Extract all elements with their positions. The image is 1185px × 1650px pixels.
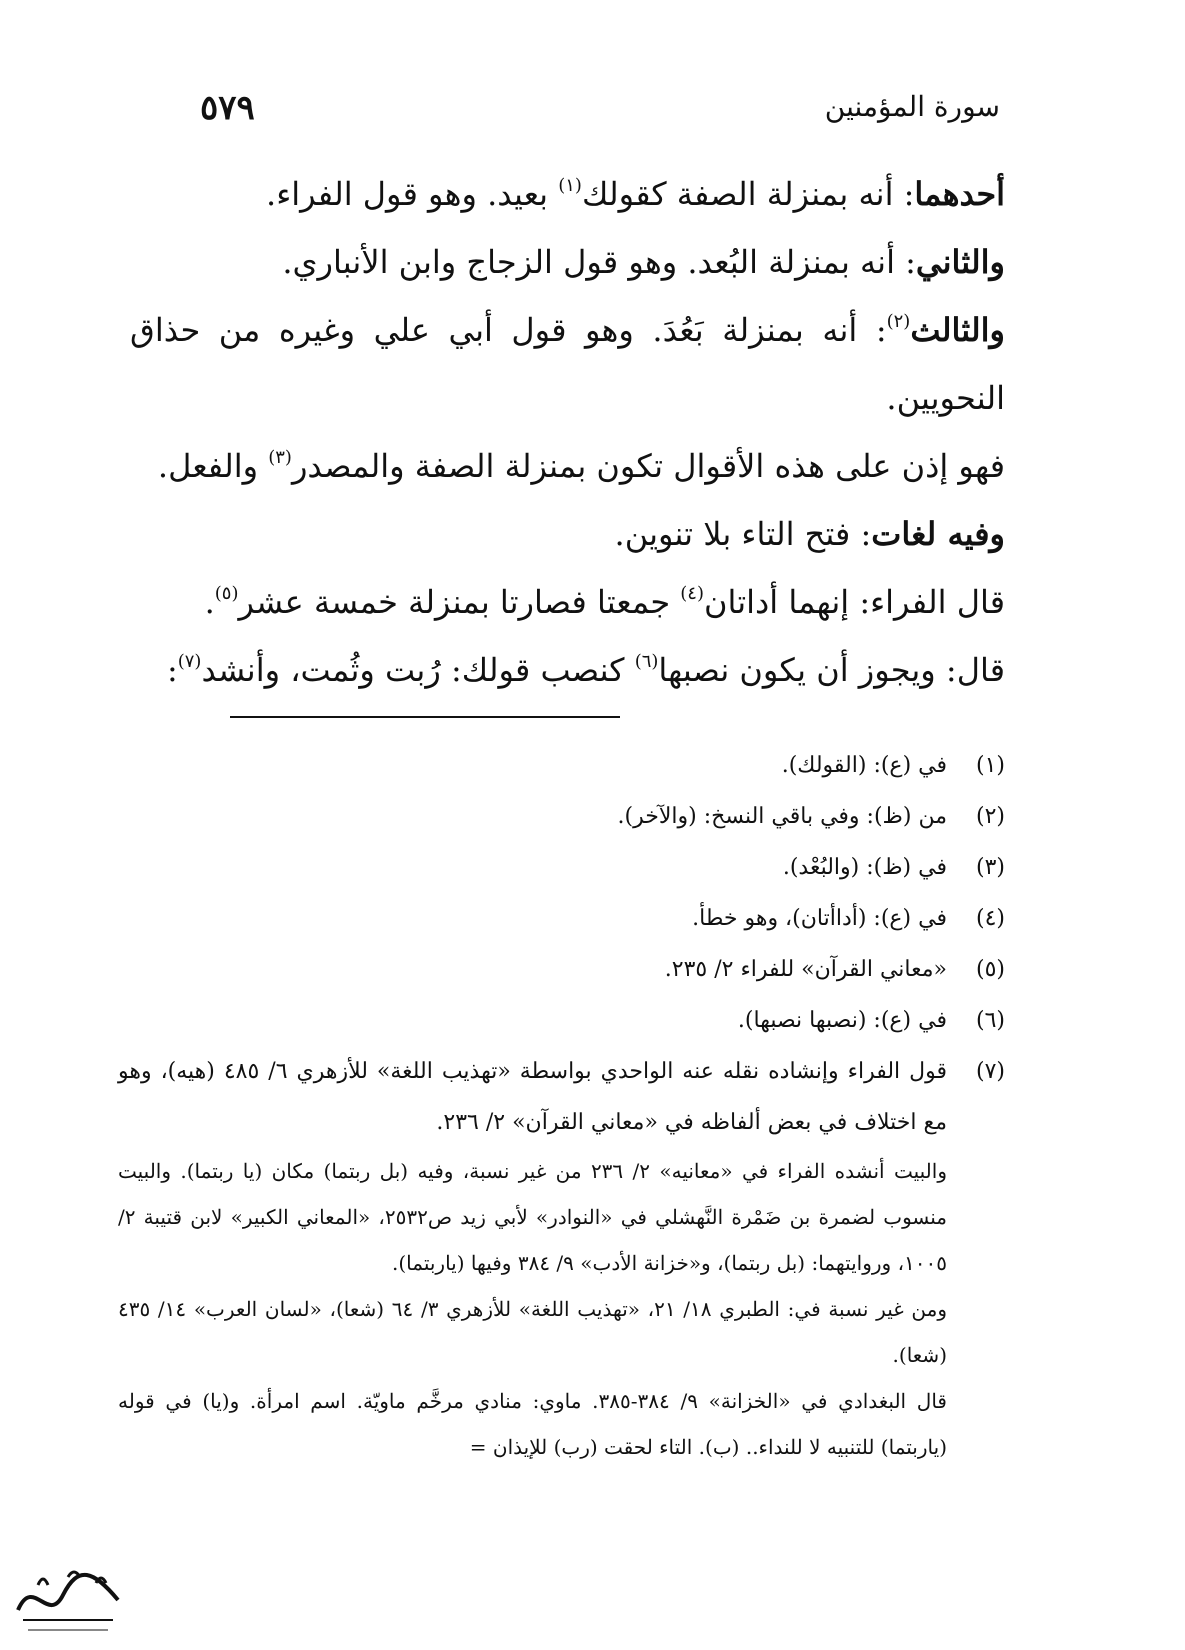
footnote-ref-7: (٧)	[177, 651, 202, 672]
paragraph-1: أحدهما: أنه بمنزلة الصفة كقولك$^{(١)}$ بعيد. وهو قول الفراء.	[266, 175, 1005, 213]
paragraph-3: والثالث$^{(٢)}$: أنه بمنزلة بَعُدَ. وهو قول أبي علي وغيره من حذاق النحويين.	[130, 311, 1005, 417]
page-number: ٥٧٩	[200, 88, 255, 128]
footnote-7-continuation-2: ومن غير نسبة في: الطبري ١٨/ ٢١، «تهذيب اللغة» للأزهري ٣/ ٦٤ (شعا)، «لسان العرب» ١٤/ ٤٣٥ (شعا).	[118, 1297, 947, 1367]
footnote-7-continuation-1: والبيت أنشده الفراء في «معانيه» ٢/ ٢٣٦ من غير نسبة، وفيه (بل ربتما) مكان (يا ربتما). والبيت منسوب لضمرة بن ضَمْرة النَّهشلي في «النوادر» لأبي زيد ص٢٥٣٢، «المعاني الكبير» لابن قتيبة ٢/ ١٠٠٥، وروايتهما: (بل ربتما)، و«خزانة الأدب» ٩/ ٣٨٤ وفيها (ياربتما).	[118, 1159, 947, 1275]
footnote-7: (٧) قول الفراء وإنشاده نقله عنه الواحدي بواسطة «تهذيب اللغة» للأزهري ٦/ ٤٨٥ (هيه)، وهو مع اختلاف في بعض ألفاظه في «معاني القرآن» ٢/ ٢٣٦.	[118, 1059, 1005, 1135]
footnote-1: (١) في (ع): (القولك).	[781, 753, 1005, 778]
paragraph-2: والثاني: أنه بمنزلة البُعد. وهو قول الزجاج وابن الأنباري.	[282, 243, 1005, 281]
footnote-ref-1: (١)	[558, 175, 582, 196]
paragraph-5: وفيه لغات: فتح التاء بلا تنوين.	[614, 515, 1005, 553]
term-third: والثالث	[910, 311, 1005, 349]
footnotes	[118, 740, 1005, 1470]
term-dialects: وفيه لغات	[871, 515, 1005, 553]
term-first: أحدهما	[914, 175, 1005, 213]
main-text	[130, 160, 1005, 704]
footnote-5: (٥) «معاني القرآن» للفراء ٢/ ٢٣٥.	[664, 957, 1005, 982]
footnote-2: (٢) من (ظ): وفي باقي النسخ: (والآخر).	[617, 804, 1005, 829]
term-second: والثاني	[915, 243, 1005, 281]
footnote-3: (٣) في (ظ): (والبُعْد).	[782, 855, 1005, 880]
paragraph-7: قال: ويجوز أن يكون نصبها$^{(٦)}$ كنصب قولك: رُبت وثُمت، وأنشد$^{(٧)}$:	[166, 651, 1005, 689]
page-header	[130, 82, 1000, 132]
footnote-ref-5: (٥)	[214, 583, 239, 604]
surah-title: سورة المؤمنين	[824, 90, 1000, 123]
footnote-7-continuation-3: قال البغدادي في «الخزانة» ٩/ ٣٨٤-٣٨٥. ماوي: منادي مرخَّم ماويّة. اسم امرأة. و(يا) في قوله (ياربتما) للتنبيه لا للنداء.. (ب). التاء لحقت (رب) للإيذان =	[118, 1389, 947, 1459]
footnote-ref-4: (٤)	[680, 583, 704, 604]
footnote-ref-3: (٣)	[268, 447, 292, 468]
library-stamp-logo	[8, 1555, 128, 1640]
footnote-separator	[230, 716, 620, 718]
footnote-ref-6: (٦)	[634, 651, 659, 672]
paragraph-6: قال الفراء: إنهما أداتان$^{(٤)}$ جمعتا فصارتا بمنزلة خمسة عشر$^{(٥)}$.	[204, 583, 1005, 621]
footnote-ref-2: (٢)	[886, 311, 911, 332]
paragraph-4: فهو إذن على هذه الأقوال تكون بمنزلة الصفة والمصدر$^{(٣)}$ والفعل.	[157, 447, 1005, 485]
footnote-4: (٤) في (ع): (أداأتان)، وهو خطأ.	[692, 906, 1005, 931]
footnote-6: (٦) في (ع): (نصبها نصبها).	[737, 1008, 1005, 1033]
